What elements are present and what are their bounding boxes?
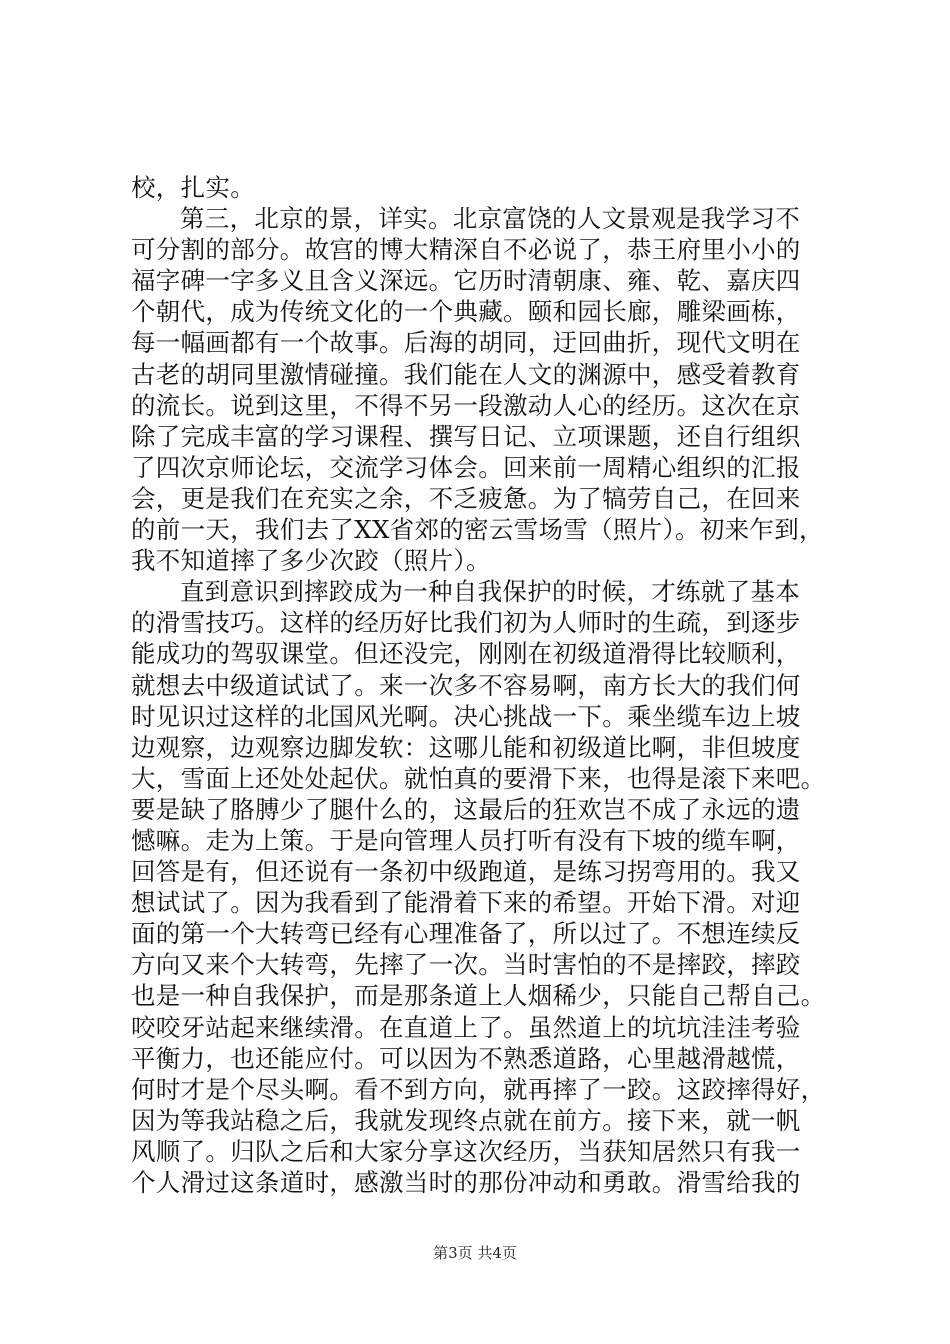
text-line: 可分割的部分。故宫的博大精深自不必说了，恭王府里小小的 <box>131 235 801 265</box>
text-line: 大，雪面上还处处起伏。就怕真的要滑下来，也得是滚下来吧。 <box>131 763 826 793</box>
page-footer: 第3页 共4页 <box>433 1244 517 1262</box>
text-line: 因为等我站稳之后，我就发现终点就在前方。接下来，就一帆 <box>131 1105 801 1135</box>
text-line: 的流长。说到这里，不得不另一段激动人心的经历。这次在京 <box>131 390 801 420</box>
text-line: 了四次京师论坛，交流学习体会。回来前一周精心组织的汇报 <box>131 452 801 482</box>
text-line: 想试试了。因为我看到了能滑着下来的希望。开始下滑。对迎 <box>131 888 801 918</box>
text-line: 每一幅画都有一个故事。后海的胡同，迂回曲折，现代文明在 <box>131 328 801 358</box>
text-line: 就想去中级道试试了。来一次多不容易啊，南方长大的我们何 <box>131 670 801 700</box>
text-line: 个朝代，成为传统文化的一个典藏。颐和园长廊，雕梁画栋， <box>131 297 801 327</box>
body-text <box>131 172 831 1198</box>
text-line: 方向又来个大转弯，先摔了一次。当时害怕的不是摔跤，摔跤 <box>131 950 801 980</box>
text-line: 咬咬牙站起来继续滑。在直道上了。虽然道上的坑坑洼洼考验 <box>131 1012 801 1042</box>
text-line: 第三，北京的景，详实。北京富饶的人文景观是我学习不 <box>180 204 800 234</box>
text-line: 直到意识到摔跤成为一种自我保护的时候，才练就了基本 <box>180 577 800 607</box>
text-line: 也是一种自我保护，而是那条道上人烟稀少，只能自己帮自己。 <box>131 981 826 1011</box>
text-line: 能成功的驾驭课堂。但还没完，刚刚在初级道滑得比较顺利， <box>131 639 801 669</box>
text-line: 时见识过这样的北国风光啊。决心挑战一下。乘坐缆车边上坡 <box>131 701 801 731</box>
text-line: 的前一天，我们去了XX省郊的密云雪场雪（照片）。初来乍到， <box>131 515 824 545</box>
text-line: 除了完成丰富的学习课程、撰写日记、立项课题，还自行组织 <box>131 421 801 451</box>
text-line: 校，扎实。 <box>131 173 255 202</box>
text-line: 回答是有，但还说有一条初中级跑道，是练习拐弯用的。我又 <box>131 857 801 887</box>
text-line: 的滑雪技巧。这样的经历好比我们初为人师时的生疏，到逐步 <box>131 608 801 638</box>
text-line: 平衡力，也还能应付。可以因为不熟悉道路，心里越滑越慌， <box>131 1043 801 1073</box>
text-line: 边观察，边观察边脚发软：这哪儿能和初级道比啊，非但坡度 <box>131 732 801 762</box>
text-line: 憾嘛。走为上策。于是向管理人员打听有没有下坡的缆车啊， <box>131 825 801 855</box>
text-line: 福字碑一字多义且含义深远。它历时清朝康、雍、乾、嘉庆四 <box>131 266 801 296</box>
text-line: 个人滑过这条道时，感激当时的那份冲动和勇敢。滑雪给我的 <box>131 1168 801 1197</box>
text-line: 风顺了。归队之后和大家分享这次经历，当获知居然只有我一 <box>131 1136 801 1166</box>
text-line: 会，更是我们在充实之余，不乏疲惫。为了犒劳自己，在回来 <box>131 483 801 513</box>
text-line: 要是缺了胳膊少了腿什么的，这最后的狂欢岂不成了永远的遗 <box>131 794 801 824</box>
text-line: 面的第一个大转弯已经有心理准备了，所以过了。不想连续反 <box>131 919 801 949</box>
text-line: 何时才是个尽头啊。看不到方向，就再摔了一跤。这跤摔得好， <box>131 1074 826 1104</box>
text-line: 古老的胡同里激情碰撞。我们能在人文的渊源中，感受着教育 <box>131 359 801 389</box>
text-line: 我不知道摔了多少次跤（照片）。 <box>131 546 491 576</box>
